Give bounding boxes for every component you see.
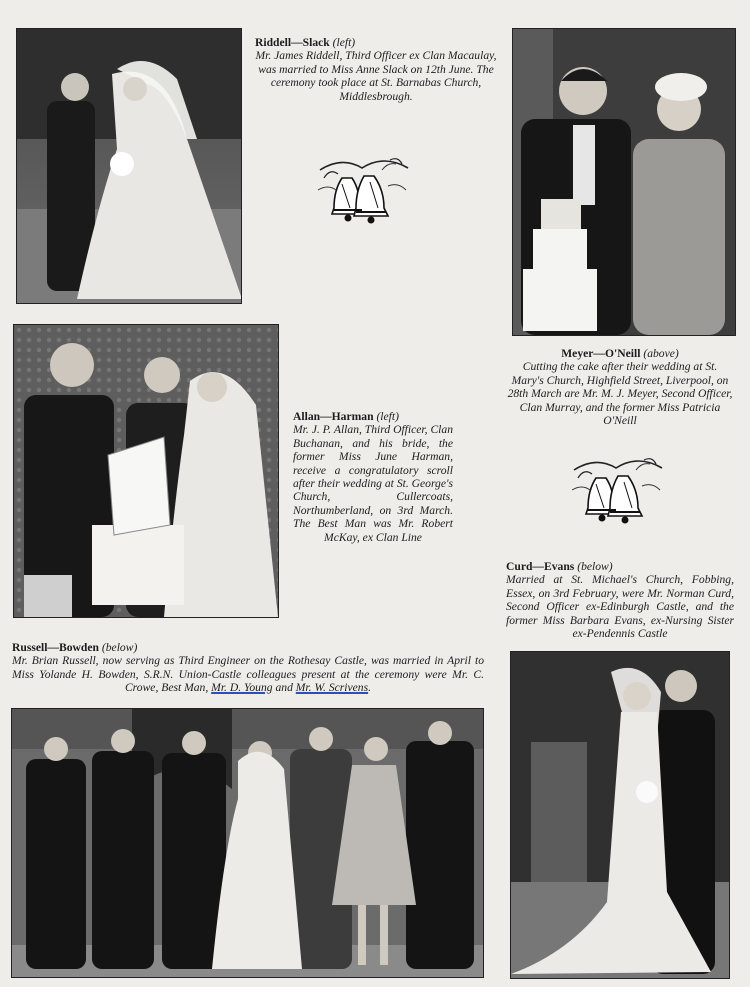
- photo-russell-bowden: [11, 708, 484, 978]
- photo-curd-evans: [510, 651, 730, 979]
- caption-riddell-slack: [255, 36, 497, 103]
- wedding-bells-icon-2: [566, 450, 668, 532]
- photo-riddell-slack-image: [17, 29, 241, 303]
- photo-riddell-slack: [16, 28, 242, 304]
- caption-curd-evans: [506, 560, 734, 640]
- caption-riddell-slack-heading: [255, 36, 497, 49]
- caption-allan-harman: [293, 410, 453, 544]
- caption-meyer-oneill-text: Cutting the cake after their wedding at St. Mary's Church, Highfield Street, Liverpool, on 28th March are Mr. M. J. Meyer, Second Officer, Clan Murray, and the former Miss Patricia O'Neill: [507, 360, 733, 428]
- photo-curd-evans-image: [511, 652, 729, 978]
- caption-russell-bowden: [12, 641, 484, 695]
- photo-allan-harman: [13, 324, 279, 618]
- photo-russell-bowden-image: [12, 709, 483, 977]
- caption-meyer-oneill-direction: (above): [643, 347, 679, 360]
- caption-curd-evans-names: Curd—Evans: [506, 560, 575, 573]
- caption-allan-harman-text: Mr. J. P. Allan, Third Officer, Clan Buchanan, and his bride, the former Miss June Harman, receive a congratulatory scroll after their wedding at St. George's Church, Cullercoats, Northumberland, on 3rd March. The Best Man was Mr. Robert McKay, ex Clan Line: [293, 423, 453, 544]
- underlined-name-d-young: Mr. D. Young: [211, 681, 273, 695]
- photo-meyer-oneill-image: [513, 29, 735, 335]
- caption-allan-harman-heading: [293, 410, 453, 423]
- caption-russell-bowden-text-start: Mr. Brian Russell, now serving as Third Engineer on the Rothesay Castle, was married in April to Miss Yolande H. Bowden, S.R.N. Union-Castle colleagues present at the ceremony were Mr. C. Crowe, Best Man,: [12, 654, 484, 695]
- photo-meyer-oneill: [512, 28, 736, 336]
- underlined-name-w-scrivens: Mr. W. Scrivens: [295, 681, 369, 695]
- caption-riddell-slack-text: Mr. James Riddell, Third Officer ex Clan Macaulay, was married to Miss Anne Slack on 12th June. The ceremony took place at St. Barnabas Church, Middlesbrough.: [255, 49, 497, 103]
- caption-allan-harman-names: Allan—Harman: [293, 410, 374, 423]
- caption-meyer-oneill: [506, 347, 734, 427]
- caption-meyer-oneill-heading: [506, 347, 734, 360]
- caption-meyer-oneill-names: Meyer—O'Neill: [561, 347, 641, 360]
- caption-russell-bowden-text-end: .: [368, 681, 372, 695]
- caption-curd-evans-heading: [506, 560, 734, 573]
- caption-riddell-slack-names: Riddell—Slack: [255, 36, 330, 49]
- caption-curd-evans-direction: (below): [577, 560, 613, 573]
- caption-russell-bowden-direction: (below): [101, 641, 138, 654]
- caption-russell-bowden-names: Russell—Bowden: [12, 641, 99, 654]
- caption-allan-harman-direction: (left): [376, 410, 399, 423]
- wedding-bells-icon: [312, 150, 414, 232]
- caption-russell-bowden-heading: [12, 641, 484, 654]
- caption-russell-bowden-text: [12, 654, 484, 694]
- photo-allan-harman-image: [14, 325, 278, 617]
- caption-riddell-slack-direction: (left): [332, 36, 356, 49]
- caption-curd-evans-text: Married at St. Michael's Church, Fobbing, Essex, on 3rd February, were Mr. Norman Curd, Second Officer ex-Edinburgh Castle, and the former Miss Barbara Evans, ex-Nursing Sister ex-Pendennis Castle: [506, 573, 734, 641]
- caption-russell-bowden-joiner: and: [272, 681, 296, 695]
